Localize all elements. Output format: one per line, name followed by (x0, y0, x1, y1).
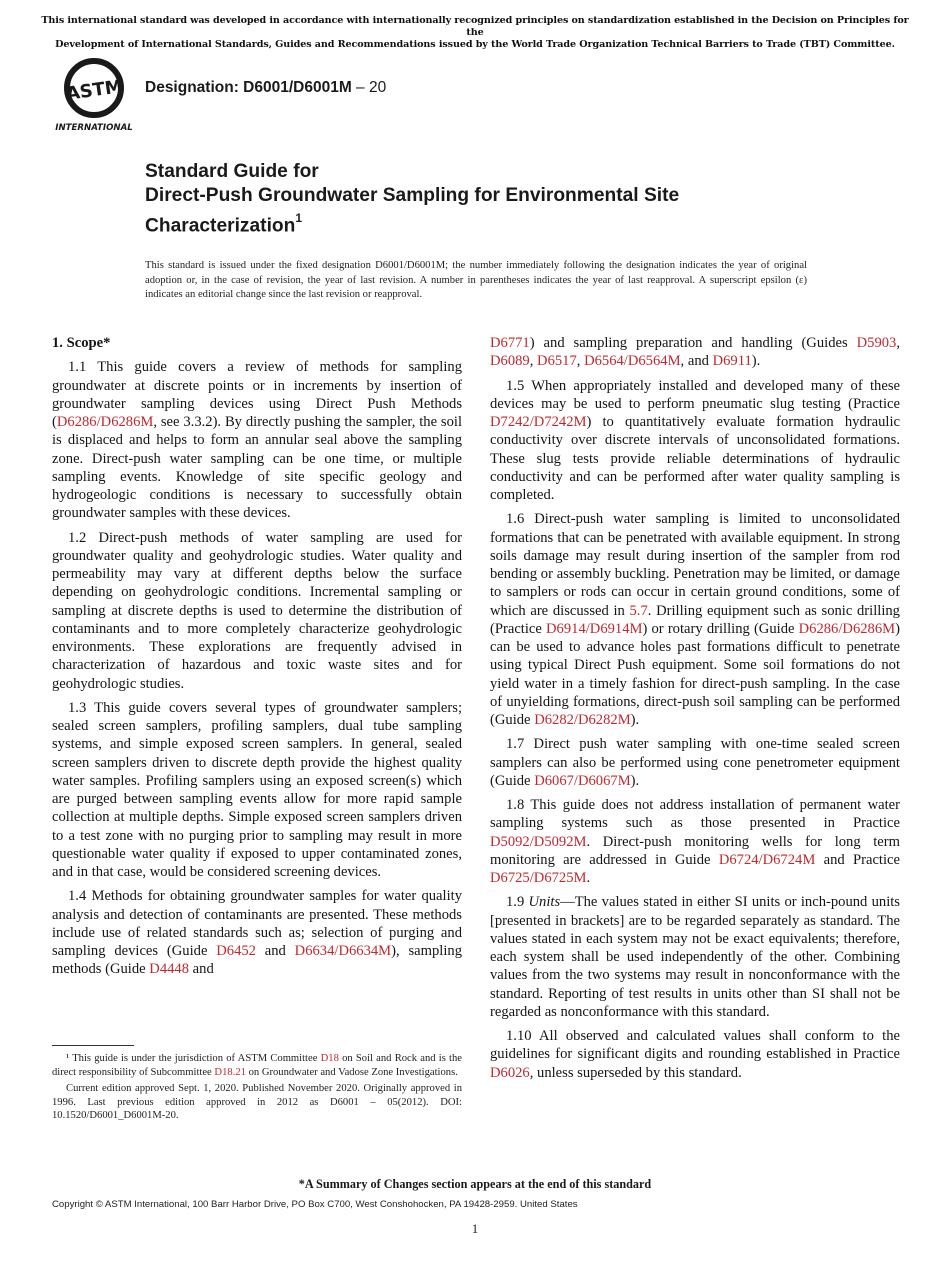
text: 1.8 This guide does not address installation of permanent water sampling systems such as those presented in Practice (490, 797, 900, 832)
page-number: 1 (471, 1221, 479, 1236)
text: ). (630, 712, 640, 728)
reference-link[interactable]: D5092/D5092M (490, 833, 587, 850)
text: and (255, 943, 295, 959)
reference-link[interactable]: D6286/D6286M (798, 620, 896, 637)
paragraph-1-8 (490, 796, 900, 887)
text: and (189, 961, 214, 978)
reference-link[interactable]: D6725/D6725M (490, 870, 587, 886)
text: ). (630, 772, 640, 789)
paragraph-1-6 (490, 510, 900, 729)
text: 1.5 When appropriately installed and developed many of these devices may be used to perform pneumatic slug testing (Practice (490, 377, 900, 412)
footnote-1 (52, 1052, 462, 1079)
footnote-rule (52, 1045, 134, 1046)
reference-link[interactable]: D6026 (490, 1064, 530, 1081)
summary-of-changes-note: *A Summary of Changes section appears at the end of this standard (298, 1177, 652, 1191)
reference-link[interactable]: D18 (320, 1053, 339, 1064)
reference-link[interactable]: D4448 (149, 961, 190, 978)
title-line3: Characterization (145, 215, 296, 237)
reference-link[interactable]: D6634/D6634M (294, 943, 392, 959)
paragraph-1-9 (490, 893, 900, 1021)
text: ) and sampling preparation and handling (Guides (529, 335, 857, 351)
text: , unless superseded by this standard. (529, 1064, 742, 1081)
paragraph-1-10 (490, 1027, 900, 1082)
paragraph-1-4 (52, 887, 462, 978)
text: . Drilling equipment such as sonic drilling (Practice (490, 602, 900, 637)
text: and Practice (815, 851, 900, 868)
document-title (145, 160, 865, 238)
reference-link[interactable]: D6282/D6282M (534, 712, 631, 728)
paragraph-1-3: 1.3 This guide covers several types of groundwater samplers; sealed screen samplers, profiling samplers, dual tube sampling systems, and simple exposed screen samplers. In general, sealed screen samplers driven to discrete depth provide the highest quality water samples. Profiling samplers using an exposed screen(s) which are purged between sampling events allow for more rapid sample collection at multiple depths. Simple exposed screen samplers driven to a test zone with no purging prior to sampling may result in more questionable water quality if exposed to upper contaminated zones, and in that case, would be considered screening devices. (52, 699, 462, 880)
text: . Direct-push monitoring wells for long term monitoring are addressed in Guide (490, 833, 900, 868)
text: , (896, 335, 900, 351)
reference-link[interactable]: D5903 (856, 335, 897, 351)
text: 1.9 (506, 894, 529, 911)
text: 1.10 All observed and calculated values shall conform to the guidelines for significant digits and rounding established in Practice (490, 1028, 900, 1063)
reference-link[interactable]: D6914/D6914M (546, 620, 643, 637)
footnotes (52, 1045, 462, 1126)
text: , and (680, 353, 713, 370)
reference-link[interactable]: D6771 (490, 335, 530, 351)
paragraph-1-2: 1.2 Direct-push methods of water sampling are used for groundwater quality and geohydrologic studies. Water quality and permeability may vary at different depths below the surface depending on geohydrologic conditions. Incremental sampling or sampling at discrete depths is used to determine the distribution of contaminants and to more completely characterize geohydrologic environments. These explorations are frequently advised in characterization of hazardous and toxic waste sites and for geohydrologic studies. (52, 529, 462, 692)
text: on Groundwater and Vadose Zone Investigations. (245, 1066, 458, 1078)
reference-link[interactable]: D6517 (537, 353, 577, 370)
reference-link[interactable]: D7242/D7242M (490, 414, 587, 430)
reference-link[interactable]: D6564/D6564M (584, 353, 681, 370)
footnote-2: Current edition approved Sept. 1, 2020. Published November 2020. Originally approved in 1996. Last previous edition approved in 2012 as D6001 – 05(2012). DOI: 10.1520/D6001_D6001M-20. (52, 1083, 462, 1122)
text: ¹ This guide is under the jurisdiction of ASTM Committee (66, 1053, 321, 1064)
units-term: Units (528, 894, 561, 911)
text: ) can be used to advance holes past formations difficult to penetrate using typical Direct Push equipment. Some soil formations do not yield water in a timely fashion for direct-push sampling. In the case of unyielding formations, direct-push soil sampling can be performed (Guide (490, 620, 900, 728)
text: . (586, 870, 591, 886)
reference-link[interactable]: D6286/D6286M (56, 414, 154, 430)
wto-statement-line1: This international standard was developed in accordance with internationally recognized principles on standardization established in the Decision on Principles for the (41, 15, 909, 38)
text: ), sampling methods (Guide (52, 943, 462, 978)
reference-link[interactable]: D6089 (490, 353, 530, 370)
text: 1.7 Direct push water sampling with one-time sealed screen samplers can also be performed using cone penetrometer equipment (Guide (490, 736, 900, 789)
designation (145, 79, 386, 97)
title-line2: Direct-Push Groundwater Sampling for Environmental Site (145, 185, 680, 206)
title-line1: Standard Guide for (145, 161, 319, 182)
left-column (52, 334, 462, 985)
text: , (576, 353, 585, 370)
astm-logo-graphic (52, 55, 136, 135)
text: on Soil and Rock and is the direct responsibility of Subcommittee (52, 1053, 462, 1078)
text: ) or rotary drilling (Guide (642, 620, 799, 637)
wto-statement (40, 15, 910, 51)
reference-link[interactable]: D6452 (216, 943, 256, 959)
paragraph-1-7 (490, 735, 900, 790)
paragraph-1-4-continued (490, 334, 900, 371)
reference-link[interactable]: D6067/D6067M (534, 772, 631, 789)
logo-letters: ASTM (64, 76, 125, 105)
reference-link[interactable]: D18.21 (214, 1066, 246, 1078)
reference-link[interactable]: D6724/D6724M (718, 851, 816, 868)
designation-label: Designation: D6001/D6001M (145, 79, 352, 96)
reference-link[interactable]: 5.7 (629, 602, 648, 619)
wto-statement-line2: Development of International Standards, Guides and Recommendations issued by the World Trade Organization Technical Barriers to Trade (TBT) Committee. (55, 39, 895, 50)
text: 1.6 Direct-push water sampling is limited to unconsolidated formations that can be penetrated with available equipment. In strong soils damage may result during insertion of the sampler from rod bending or assembly buckling. Penetration may be limited, or damage to samplers or rods can occur in certain ground conditions, some of which are discussed in (490, 511, 900, 619)
text: , (529, 353, 538, 370)
paragraph-1-5 (490, 377, 900, 505)
logo-subtext: INTERNATIONAL (55, 123, 133, 133)
reference-link[interactable]: D6911 (712, 353, 752, 370)
text: ) to quantitatively evaluate formation hydraulic conductivity over discrete intervals of unconsolidated formations. These slug tests provide reliable determinations of hydraulic conductivity and can be performed after water quality sampling is completed. (490, 414, 900, 503)
text: , see 3.3.2). By directly pushing the sampler, the soil is displaced and helps to form an annular seal above the sampling zone. Direct-push water sampling can be one time, or multiple sampling events. Knowledge of site specific geology and hydrogeologic conditions is necessary to successfully obtain groundwater samples with these devices. (52, 414, 462, 522)
astm-logo (52, 55, 136, 135)
copyright-line: Copyright © ASTM International, 100 Barr Harbor Drive, PO Box C700, West Conshohocken, PA 19428-2959. United States (52, 1199, 578, 1210)
paragraph-1-1 (52, 358, 462, 522)
issued-note: This standard is issued under the fixed designation D6001/D6001M; the number immediately following the designation indicates the year of original adoption or, in the case of revision, the year of last revision. A number in parentheses indicates the year of last reapproval. A superscript epsilon (ε) indicates an editorial change since the last revision or reapproval. (145, 260, 807, 300)
text: 1.4 Methods for obtaining groundwater samples for water quality analysis and detection of contaminants are presented. These methods include use of related standards such as; selection of purging and sampling devices (Guide (52, 888, 462, 959)
designation-year: – 20 (351, 79, 387, 96)
text: 1.1 This guide covers a review of methods for sampling groundwater at discrete points or in increments by insertion of groundwater sampling devices using Direct Push Methods ( (52, 359, 462, 430)
right-column (490, 334, 900, 1088)
text: —The values stated in either SI units or inch-pound units [presented in brackets] are to be regarded separately as standard. The values stated in each system may not be exact equivalents; therefore, each system shall be used independently of the other. Combining values from the two systems may result in nonconformance with the standard. Reporting of test results in units other than SI shall not be regarded as nonconformance with this standard. (490, 894, 900, 1020)
section-heading-scope: 1. Scope* (52, 335, 111, 351)
title-footnote-mark: 1 (295, 211, 303, 225)
text: ). (751, 353, 761, 370)
